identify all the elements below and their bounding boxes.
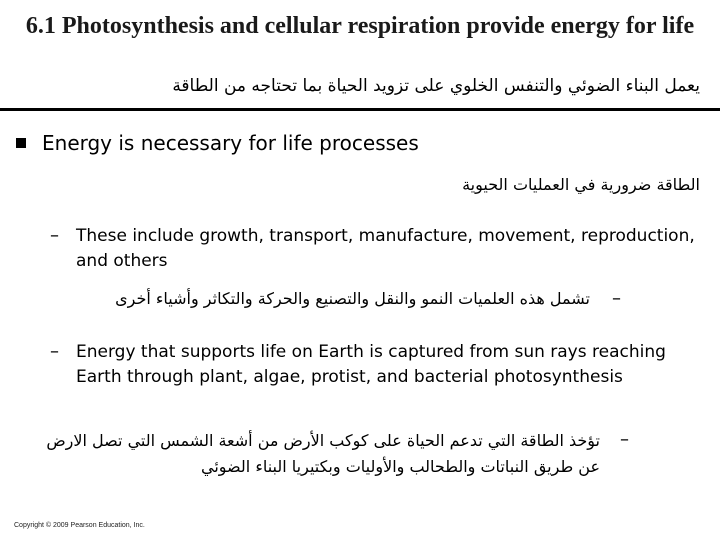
slide-title: 6.1 Photosynthesis and cellular respiration provide energy for life bbox=[25, 13, 695, 39]
sub-bullet-1-arabic: تشمل هذه العلميات النمو والنقل والتصنيع والحركة والتكاثر وأشياء أخرى bbox=[115, 289, 590, 308]
sub-bullet-2-arabic: تؤخذ الطاقة التي تدعم الحياة على كوكب الأرض من أشعة الشمس التي تصل الارض عن طريق النباتات والطحالب والأوليات وبكتيريا البناء الضوئي bbox=[46, 431, 600, 476]
slide-title-arabic: يعمل البناء الضوئي والتنفس الخلوي على تزويد الحياة بما تحتاجه من الطاقة bbox=[172, 76, 700, 96]
title-divider bbox=[0, 108, 720, 111]
main-bullet-arabic: الطاقة ضرورية في العمليات الحيوية bbox=[462, 175, 700, 194]
sub-bullet-1-text: These include growth, transport, manufacture, movement, reproduction, and others bbox=[76, 226, 695, 271]
sub-bullet-dash: – bbox=[620, 429, 629, 450]
sub-bullet-dash: – bbox=[50, 225, 59, 246]
copyright-footer: Copyright © 2009 Pearson Education, Inc. bbox=[14, 522, 145, 529]
sub-bullet-dash: – bbox=[612, 288, 621, 309]
sub-bullet-dash: – bbox=[50, 341, 59, 362]
sub-bullet-2-text: Energy that supports life on Earth is captured from sun rays reaching Earth through plant, algae, protist, and bacterial photosynthesis bbox=[76, 342, 666, 387]
main-bullet-text: Energy is necessary for life processes bbox=[42, 131, 419, 155]
square-bullet-icon bbox=[16, 138, 26, 148]
